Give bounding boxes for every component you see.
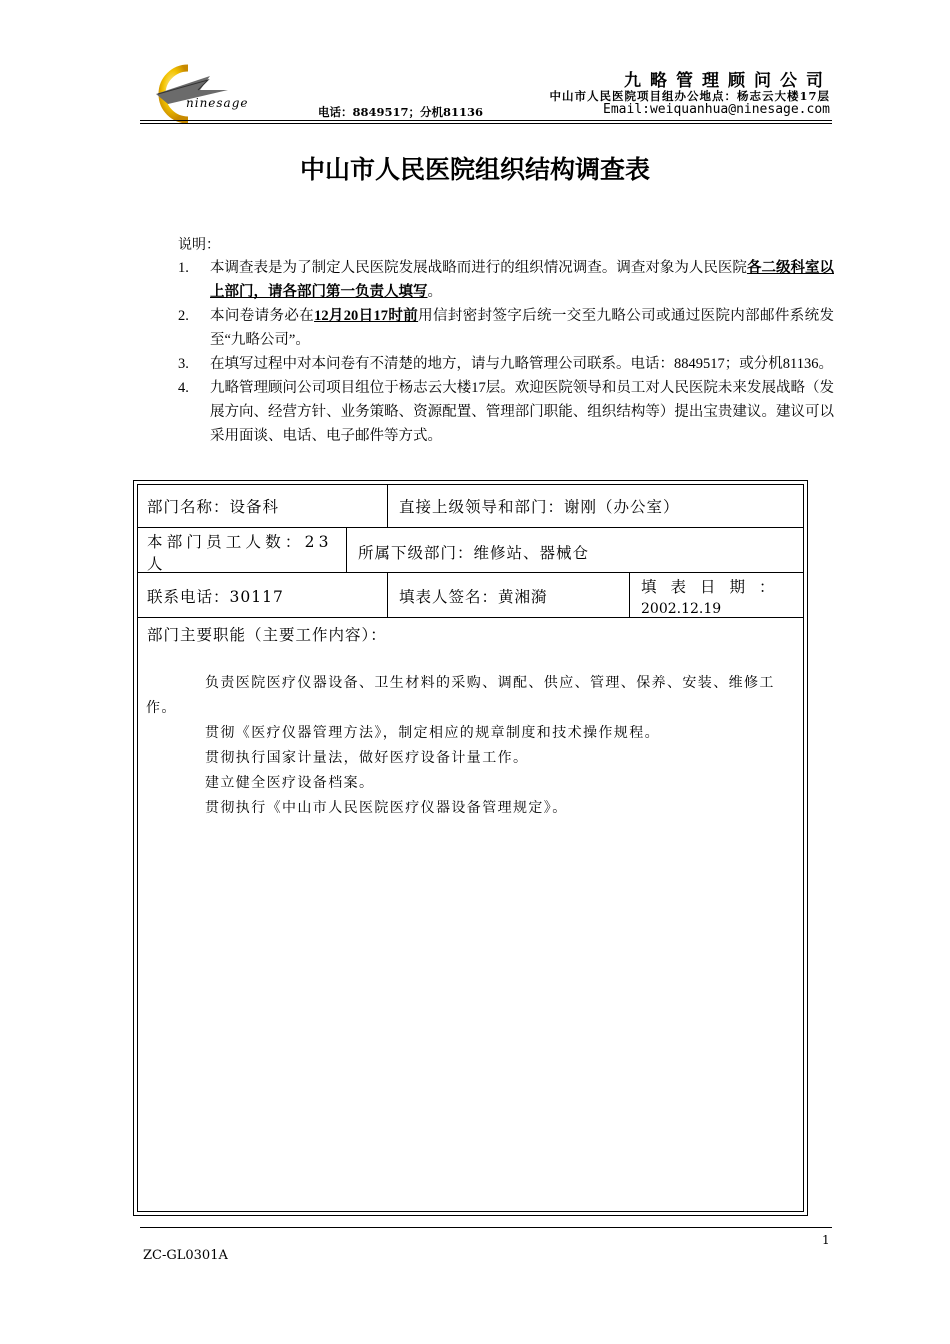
col-divider — [629, 572, 630, 617]
dept-name-field: 部门名称：设备科 — [147, 498, 280, 516]
row-divider — [138, 617, 803, 618]
note-number: 2. — [178, 308, 189, 324]
date-value: 2002.12.19 — [641, 601, 722, 617]
note-item — [178, 352, 834, 376]
col-divider — [387, 572, 388, 617]
logo-text: ninesage — [186, 96, 249, 110]
header-rule — [140, 120, 832, 121]
duties-list — [138, 671, 803, 821]
note-text: 本调查表是为了制定人民医院发展战略而进行的组织情况调查。调查对象为人民医院各二级科室以上部门，请各部门第一负责人填写。 — [210, 260, 834, 300]
note-text: 九略管理顾问公司项目组位于杨志云大楼17层。欢迎医院领导和员工对人民医院未来发展战略（发展方向、经营方针、业务策略、资源配置、管理部门职能、组织结构等）提出宝贵建议。建议可以采用面谈、电话、电子邮件等方式。 — [210, 380, 834, 444]
notes-list — [178, 256, 834, 448]
duty-item: 负责医院医疗仪器设备、卫生材料的采购、调配、供应、管理、保养、安装、维修工作。 — [146, 675, 775, 716]
office-address: 中山市人民医院项目组办公地点：杨志云大楼17层 — [549, 89, 830, 103]
survey-table-inner — [137, 484, 804, 1212]
note-number: 4. — [178, 380, 189, 396]
date-label: 填表日期： — [641, 578, 789, 596]
note-emphasis: 各二级科室以上部门，请各部门第一负责人填写 — [210, 260, 834, 300]
header-rule-2 — [140, 123, 832, 124]
document-code: ZC-GL0301A — [143, 1248, 228, 1263]
note-emphasis: 12月20日17时前 — [314, 308, 419, 324]
note-item — [178, 256, 834, 304]
header-email[interactable]: Email:weiquanhua@ninesage.com — [603, 102, 830, 117]
row-divider — [138, 527, 803, 528]
note-item — [178, 376, 834, 448]
page-number: 1 — [822, 1233, 830, 1247]
duty-item: 贯彻执行《中山市人民医院医疗仪器设备管理规定》。 — [205, 800, 568, 816]
note-number: 3. — [178, 356, 189, 372]
page-title: 中山市人民医院组织结构调查表 — [299, 155, 650, 184]
duty-item: 贯彻执行国家计量法，做好医疗设备计量工作。 — [205, 750, 529, 766]
note-text: 在填写过程中对本问卷有不清楚的地方，请与九略管理公司联系。电话：8849517；或分机81136。 — [210, 356, 833, 372]
subordinates-field: 所属下级部门：维修站、器械仓 — [358, 544, 590, 562]
notes-label: 说明： — [178, 237, 220, 253]
note-item — [178, 304, 834, 352]
company-logo — [148, 60, 268, 124]
contact-phone-field: 联系电话：30117 — [147, 588, 284, 606]
row-divider — [138, 572, 803, 573]
footer-rule — [140, 1227, 832, 1228]
superior-field: 直接上级领导和部门：谢刚（办公室） — [399, 498, 680, 516]
header-phone: 电话：8849517；分机81136 — [318, 105, 484, 119]
note-number: 1. — [178, 260, 189, 276]
note-text: 本问卷请务必在12月20日17时前用信封密封签字后统一交至九略公司或通过医院内部邮件系统发至“九略公司”。 — [210, 308, 835, 348]
signer-field: 填表人签名：黄湘漪 — [399, 588, 548, 606]
duties-label: 部门主要职能（主要工作内容）： — [147, 626, 387, 644]
col-divider — [387, 485, 388, 527]
company-name: 九略管理顾问公司 — [624, 71, 832, 91]
duty-item: 建立健全医疗设备档案。 — [205, 775, 375, 791]
duty-item: 贯彻《医疗仪器管理方法》，制定相应的规章制度和技术操作规程。 — [205, 725, 660, 741]
col-divider — [346, 527, 347, 572]
staff-count-field: 本部门员工人数：23人 — [147, 533, 333, 571]
survey-table — [133, 480, 808, 1216]
